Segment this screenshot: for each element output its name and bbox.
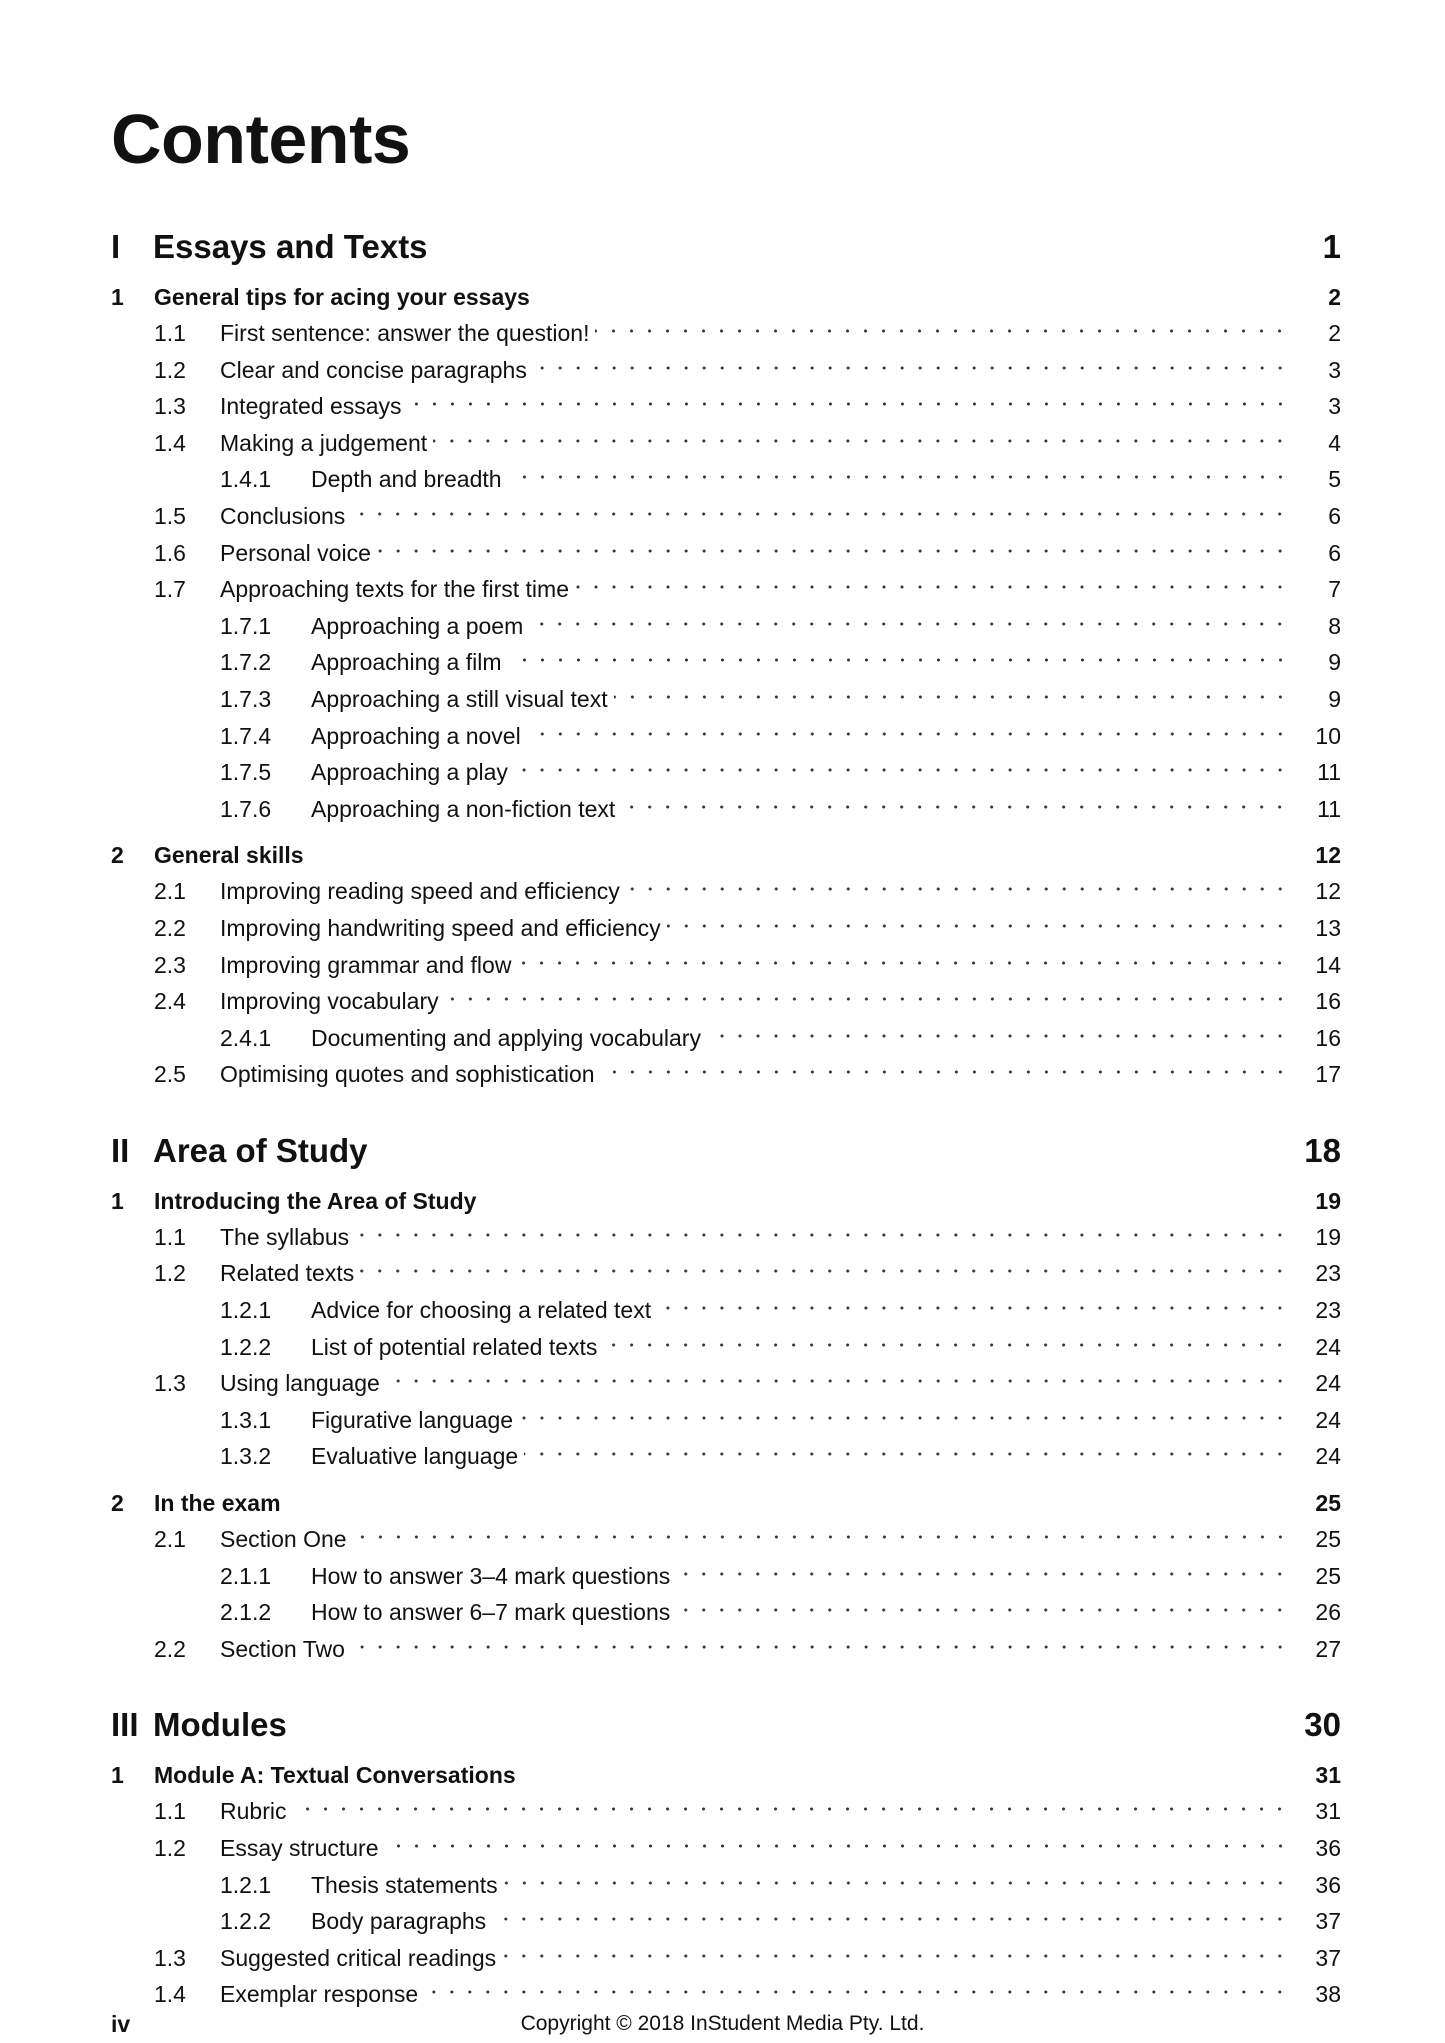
part-number: II (111, 1131, 130, 1169)
dot-leader (626, 879, 1289, 899)
dot-leader (377, 541, 1289, 561)
toc-subsection[interactable] (111, 723, 1341, 760)
dot-leader (355, 1225, 1289, 1245)
dot-leader (433, 431, 1289, 451)
section-title: Improving handwriting speed and efficiency (220, 914, 661, 941)
section-page: 6 (1328, 539, 1341, 566)
dot-leader (351, 1637, 1289, 1657)
toc-chapter[interactable] (111, 284, 1341, 320)
dot-leader (519, 1408, 1289, 1428)
toc-section[interactable] (111, 430, 1341, 467)
toc-chapter[interactable] (111, 842, 1341, 878)
chapter-title: Introducing the Area of Study (154, 1187, 477, 1214)
section-number: 1.2 (154, 1260, 186, 1287)
toc-part[interactable] (111, 1132, 1341, 1178)
toc-subsection[interactable] (111, 1334, 1341, 1371)
toc-section[interactable] (111, 540, 1341, 577)
section-title: Improving grammar and flow (220, 951, 512, 978)
section-title: Conclusions (220, 502, 346, 529)
section-page: 38 (1315, 1981, 1341, 2008)
section-number: 1.2.2 (220, 1908, 272, 1935)
section-number: 1.2 (154, 1835, 186, 1861)
chapter-title: General skills (154, 842, 304, 869)
dot-leader (353, 1527, 1289, 1547)
dot-leader (595, 321, 1289, 341)
page-number: iv (111, 2011, 131, 2037)
section-page: 14 (1315, 951, 1341, 978)
chapter-page: 12 (1315, 842, 1341, 869)
section-number: 1.3.1 (220, 1406, 272, 1433)
toc-subsection[interactable] (111, 1025, 1341, 1062)
section-page: 8 (1328, 612, 1341, 639)
section-title: Figurative language (311, 1406, 514, 1433)
section-title: Optimising quotes and sophistication (220, 1061, 595, 1088)
section-title: Essay structure (220, 1835, 379, 1861)
toc-section[interactable] (111, 357, 1341, 394)
section-page: 36 (1315, 1871, 1341, 1898)
section-page: 3 (1328, 393, 1341, 420)
section-number: 1.1 (154, 320, 186, 346)
section-title: Approaching texts for the first time (220, 576, 569, 603)
section-title: Approaching a non-fiction text (311, 795, 616, 822)
section-page: 16 (1315, 988, 1341, 1015)
dot-leader (424, 1982, 1289, 2002)
toc-chapter[interactable] (111, 1188, 1341, 1224)
copyright-notice: Copyright © 2018 InStudent Media Pty. Ltd. (520, 2012, 925, 2035)
section-page: 2 (1328, 320, 1341, 346)
section-title: Documenting and applying vocabulary (311, 1024, 701, 1051)
section-number: 1.7.6 (220, 795, 272, 822)
section-number: 1.7.3 (220, 685, 272, 712)
section-number: 1.2 (154, 356, 186, 383)
dot-leader (707, 1026, 1289, 1046)
toc-chapter[interactable] (111, 1490, 1341, 1526)
toc-subsection[interactable] (111, 649, 1341, 686)
dot-leader (603, 1335, 1289, 1355)
section-page: 5 (1328, 466, 1341, 493)
part-page: 18 (1304, 1131, 1341, 1169)
toc-section[interactable] (111, 1370, 1341, 1407)
section-page: 7 (1328, 576, 1341, 603)
section-page: 12 (1315, 878, 1341, 905)
dot-leader (575, 577, 1289, 597)
section-number: 2.1 (154, 1526, 186, 1553)
dot-leader (621, 797, 1289, 817)
section-page: 16 (1315, 1024, 1341, 1051)
section-title: Section One (220, 1526, 347, 1553)
section-title: How to answer 3–4 mark questions (311, 1562, 671, 1589)
dot-leader (492, 1909, 1289, 1929)
section-title: Improving vocabulary (220, 988, 439, 1015)
part-title: Essays and Texts (153, 228, 428, 265)
section-title: Evaluative language (311, 1443, 519, 1470)
section-number: 1.2.2 (220, 1333, 272, 1360)
dot-leader (514, 760, 1289, 780)
dot-leader (527, 724, 1289, 744)
section-page: 17 (1315, 1061, 1341, 1088)
toc-section[interactable] (111, 1945, 1341, 1982)
chapter-title: In the exam (154, 1490, 281, 1517)
toc-section[interactable] (111, 1224, 1341, 1261)
dot-leader (676, 1564, 1289, 1584)
section-title: List of potential related texts (311, 1333, 598, 1360)
section-title: Thesis statements (311, 1871, 498, 1898)
section-number: 2.1.1 (220, 1562, 272, 1589)
toc-subsection[interactable] (111, 1908, 1341, 1945)
dot-leader (517, 953, 1289, 973)
section-number: 2.2 (154, 914, 186, 941)
section-page: 23 (1315, 1297, 1341, 1324)
section-number: 1.6 (154, 539, 186, 566)
section-number: 1.7.4 (220, 722, 272, 749)
toc-subsection[interactable] (111, 1443, 1341, 1480)
section-page: 25 (1315, 1526, 1341, 1553)
section-page: 27 (1315, 1635, 1341, 1662)
toc-section[interactable] (111, 1835, 1341, 1872)
section-title: Approaching a play (311, 759, 508, 786)
section-page: 11 (1317, 759, 1341, 786)
section-page: 9 (1328, 685, 1341, 712)
section-number: 1.7.2 (220, 649, 272, 676)
section-title: Rubric (220, 1798, 287, 1825)
section-number: 1.4 (154, 1981, 186, 2008)
section-number: 1.2.1 (220, 1297, 272, 1324)
toc-section[interactable] (111, 1526, 1341, 1563)
dot-leader (504, 1873, 1289, 1893)
section-number: 2.4 (154, 988, 186, 1015)
section-title: Depth and breadth (311, 466, 502, 493)
section-page: 10 (1315, 722, 1341, 749)
section-number: 2.2 (154, 1635, 186, 1662)
section-number: 2.4.1 (220, 1024, 272, 1051)
chapter-page: 31 (1315, 1762, 1341, 1789)
chapter-number: 1 (111, 1762, 124, 1789)
dot-leader (360, 1261, 1289, 1281)
dot-leader (508, 650, 1290, 670)
section-title: Approaching a still visual text (311, 685, 608, 712)
page-title: Contents (111, 100, 411, 178)
section-page: 6 (1328, 502, 1341, 529)
toc-subsection[interactable] (111, 466, 1341, 503)
section-page: 25 (1315, 1562, 1341, 1589)
section-page: 24 (1315, 1333, 1341, 1360)
section-title: Using language (220, 1370, 380, 1397)
dot-leader (529, 614, 1289, 634)
section-number: 1.5 (154, 502, 186, 529)
toc-section[interactable] (111, 988, 1341, 1025)
dot-leader (676, 1600, 1289, 1620)
section-page: 24 (1315, 1406, 1341, 1433)
part-title: Area of Study (153, 1131, 368, 1169)
section-number: 2.1 (154, 878, 186, 905)
section-number: 1.7.5 (220, 759, 272, 786)
section-title: Approaching a novel (311, 722, 521, 749)
toc-chapter[interactable] (111, 1762, 1341, 1798)
dot-leader (386, 1371, 1289, 1391)
section-number: 1.3 (154, 393, 186, 420)
section-number: 1.1 (154, 1798, 186, 1825)
part-number: I (111, 228, 121, 265)
dot-leader (533, 358, 1289, 378)
toc-section[interactable] (111, 915, 1341, 952)
toc-section[interactable] (111, 878, 1341, 915)
section-number: 2.1.2 (220, 1599, 272, 1626)
section-number: 1.3 (154, 1944, 186, 1971)
section-number: 1.3.2 (220, 1443, 272, 1470)
section-number: 1.4 (154, 429, 186, 456)
toc-section[interactable] (111, 320, 1341, 357)
toc-part[interactable] (111, 228, 1341, 274)
toc-subsection[interactable] (111, 613, 1341, 650)
chapter-page: 19 (1315, 1187, 1341, 1214)
toc-subsection[interactable] (111, 796, 1341, 833)
section-number: 1.3 (154, 1370, 186, 1397)
dot-leader (408, 394, 1289, 414)
section-page: 36 (1315, 1835, 1341, 1861)
section-page: 13 (1315, 914, 1341, 941)
section-page: 4 (1328, 429, 1341, 456)
dot-leader (292, 1799, 1289, 1819)
dot-leader (385, 1836, 1290, 1856)
section-title: Section Two (220, 1635, 345, 1662)
section-page: 19 (1315, 1223, 1341, 1250)
dot-leader (667, 916, 1289, 936)
section-title: The syllabus (220, 1223, 350, 1250)
section-title: Suggested critical readings (220, 1944, 497, 1971)
part-title: Modules (153, 1706, 287, 1744)
dot-leader (614, 687, 1289, 707)
section-page: 37 (1315, 1944, 1341, 1971)
section-title: Approaching a poem (311, 612, 524, 639)
chapter-number: 1 (111, 284, 124, 310)
section-page: 3 (1328, 356, 1341, 383)
dot-leader (601, 1062, 1289, 1082)
toc-subsection[interactable] (111, 759, 1341, 796)
toc-section[interactable] (111, 503, 1341, 540)
toc-part[interactable] (111, 1706, 1341, 1752)
section-page: 9 (1328, 649, 1341, 676)
section-page: 23 (1315, 1260, 1341, 1287)
section-number: 1.4.1 (220, 466, 272, 493)
section-page: 37 (1315, 1908, 1341, 1935)
section-number: 1.7 (154, 576, 186, 603)
chapter-page: 25 (1315, 1490, 1341, 1517)
section-number: 1.2.1 (220, 1871, 272, 1898)
toc-subsection[interactable] (111, 1599, 1341, 1636)
section-title: Advice for choosing a related text (311, 1297, 652, 1324)
section-title: Related texts (220, 1260, 355, 1287)
section-page: 26 (1315, 1599, 1341, 1626)
dot-leader (508, 467, 1289, 487)
toc-section[interactable] (111, 1636, 1341, 1673)
section-title: Exemplar response (220, 1981, 419, 2008)
dot-leader (351, 504, 1289, 524)
section-number: 1.1 (154, 1223, 186, 1250)
chapter-number: 2 (111, 842, 124, 869)
toc-subsection[interactable] (111, 1563, 1341, 1600)
toc-subsection[interactable] (111, 1297, 1341, 1334)
section-page: 31 (1315, 1798, 1341, 1825)
section-page: 24 (1315, 1443, 1341, 1470)
toc-section[interactable] (111, 1798, 1341, 1835)
section-title: Clear and concise paragraphs (220, 356, 527, 383)
toc-subsection[interactable] (111, 1872, 1341, 1909)
part-page: 1 (1322, 228, 1341, 265)
part-number: III (111, 1706, 139, 1744)
section-title: Integrated essays (220, 393, 402, 420)
section-title: Approaching a film (311, 649, 502, 676)
dot-leader (657, 1298, 1289, 1318)
section-title: Body paragraphs (311, 1908, 487, 1935)
section-title: Personal voice (220, 539, 371, 566)
toc-subsection[interactable] (111, 1407, 1341, 1444)
dot-leader (445, 989, 1289, 1009)
section-page: 24 (1315, 1370, 1341, 1397)
section-title: How to answer 6–7 mark questions (311, 1599, 671, 1626)
dot-leader (502, 1946, 1289, 1966)
section-title: Making a judgement (220, 429, 428, 456)
section-page: 11 (1317, 795, 1341, 822)
toc-section[interactable] (111, 1260, 1341, 1297)
chapter-title: Module A: Textual Conversations (154, 1762, 516, 1789)
chapter-title: General tips for acing your essays (154, 284, 530, 310)
toc-section[interactable] (111, 1061, 1341, 1098)
toc-section[interactable] (111, 952, 1341, 989)
toc-subsection[interactable] (111, 686, 1341, 723)
section-title: Improving reading speed and efficiency (220, 878, 620, 905)
toc-section[interactable] (111, 576, 1341, 613)
dot-leader (524, 1444, 1289, 1464)
section-number: 2.3 (154, 951, 186, 978)
section-number: 1.7.1 (220, 612, 272, 639)
section-title: First sentence: answer the question! (220, 320, 590, 346)
section-number: 2.5 (154, 1061, 186, 1088)
chapter-number: 2 (111, 1490, 124, 1517)
chapter-number: 1 (111, 1187, 124, 1214)
toc-section[interactable] (111, 393, 1341, 430)
table-of-contents (111, 228, 1341, 2018)
chapter-page: 2 (1328, 284, 1341, 310)
part-page: 30 (1304, 1706, 1341, 1744)
